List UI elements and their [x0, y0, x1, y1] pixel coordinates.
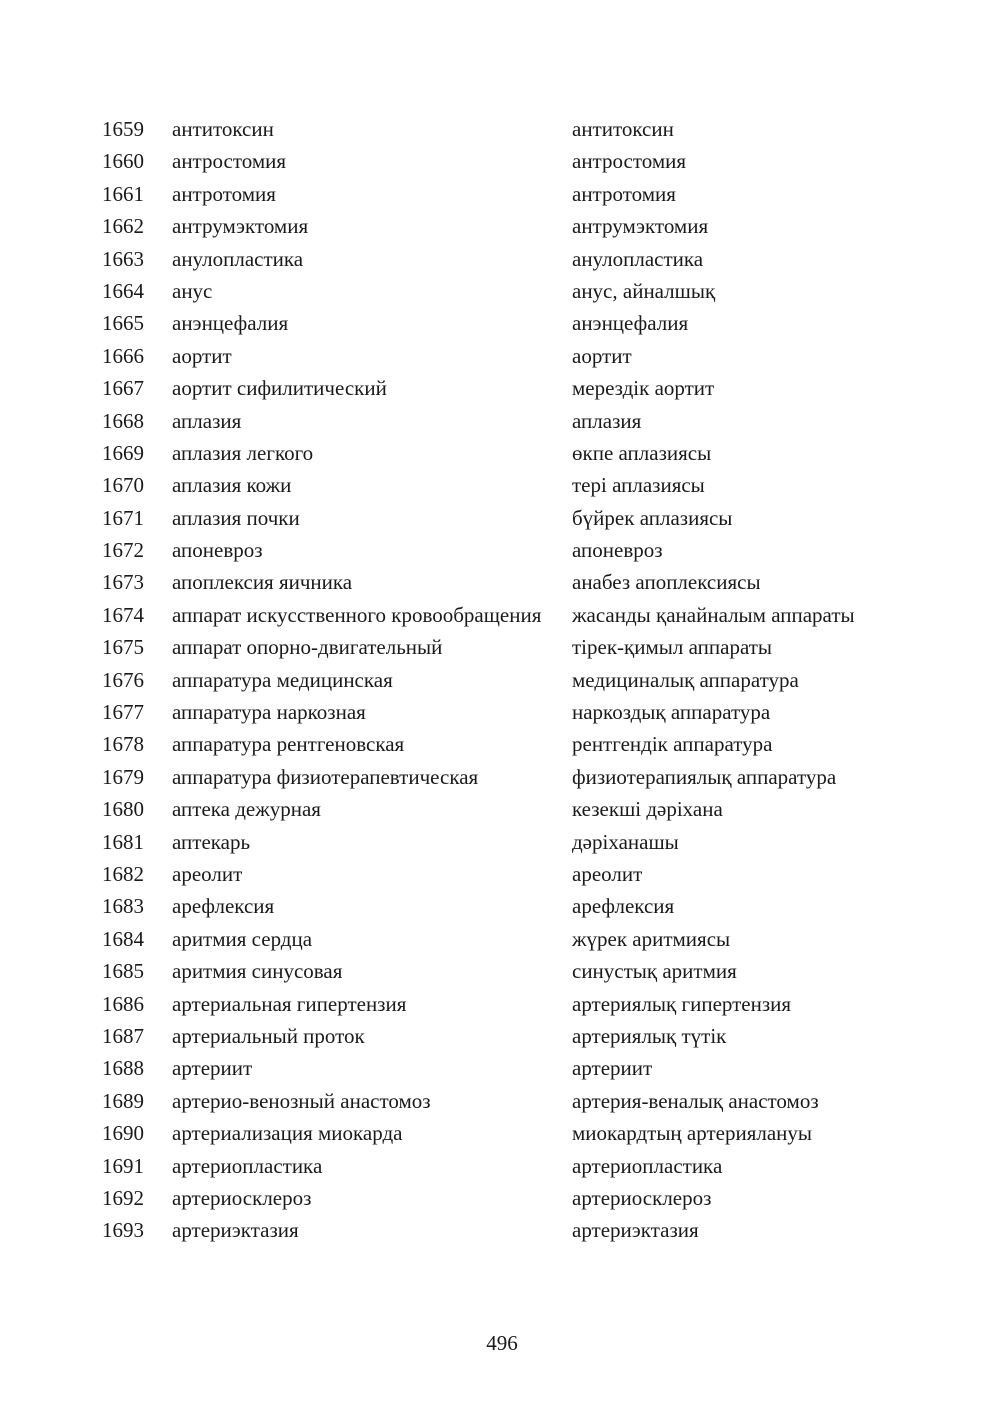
list-item [102, 1055, 922, 1082]
list-item [102, 1185, 922, 1212]
list-item [102, 634, 922, 661]
entry-number: 1671 [102, 505, 144, 530]
russian-term: аплазия [172, 408, 242, 433]
entry-number: 1667 [102, 376, 144, 401]
list-item [102, 181, 922, 208]
entry-number: 1683 [102, 894, 144, 919]
entry-number: 1682 [102, 861, 144, 886]
list-item [102, 343, 922, 370]
list-item [102, 310, 922, 337]
kazakh-term: өкпе аплазиясы [572, 440, 712, 465]
entry-number: 1663 [102, 246, 144, 271]
kazakh-term: аплазия [572, 408, 642, 433]
entry-number: 1684 [102, 926, 144, 951]
kazakh-term: артерия-веналық анастомоз [572, 1088, 819, 1113]
list-item [102, 731, 922, 758]
kazakh-term: анус, айналшық [572, 278, 716, 303]
entry-number: 1661 [102, 181, 144, 206]
entry-number: 1662 [102, 214, 144, 239]
russian-term: артериэктазия [172, 1218, 299, 1243]
kazakh-term: наркоздық аппаратура [572, 700, 771, 725]
page-number: 496 [486, 1331, 518, 1355]
list-item [102, 537, 922, 564]
entry-number: 1665 [102, 311, 144, 336]
kazakh-term: кезекші дәріхана [572, 797, 723, 822]
list-item [102, 375, 922, 402]
entry-number: 1668 [102, 408, 144, 433]
list-item [102, 991, 922, 1018]
kazakh-term: дәріханашы [572, 829, 679, 854]
kazakh-term: анэнцефалия [572, 311, 689, 336]
entry-number: 1693 [102, 1218, 144, 1243]
kazakh-term: артериэктазия [572, 1218, 699, 1243]
kazakh-term: антрумэктомия [572, 214, 709, 239]
russian-term: антитоксин [172, 117, 274, 141]
entry-number: 1690 [102, 1121, 144, 1146]
kazakh-term: анабез апоплексиясы [572, 570, 761, 595]
list-item [102, 1088, 922, 1115]
list-item [102, 926, 922, 953]
kazakh-term: жасанды қанайналым аппараты [572, 602, 855, 627]
kazakh-term: анулопластика [572, 246, 704, 271]
russian-term: аплазия кожи [172, 473, 292, 498]
kazakh-term: антростомия [572, 149, 687, 174]
kazakh-term: артериопластика [572, 1153, 723, 1178]
entry-number: 1692 [102, 1185, 144, 1210]
russian-term: аппарат искусственного кровообращения [172, 602, 542, 627]
russian-term: ареолит [172, 861, 243, 886]
russian-term: антрумэктомия [172, 214, 309, 239]
kazakh-term: бүйрек аплазиясы [572, 505, 733, 530]
kazakh-term: рентгендік аппаратура [572, 732, 773, 757]
kazakh-term: синустық аритмия [572, 959, 737, 984]
list-item [102, 148, 922, 175]
kazakh-term: антитоксин [572, 117, 674, 141]
kazakh-term: жүрек аритмиясы [572, 926, 731, 951]
russian-term: артерио-венозный анастомоз [172, 1088, 431, 1113]
kazakh-term: медициналық аппаратура [572, 667, 799, 692]
kazakh-term: артериялық түтік [572, 1023, 727, 1048]
kazakh-term: миокардтың артериялануы [572, 1121, 813, 1146]
entry-number: 1677 [102, 700, 144, 725]
list-item [102, 278, 922, 305]
russian-term: арефлексия [172, 894, 275, 919]
russian-term: аритмия сердца [172, 926, 313, 951]
list-item [102, 699, 922, 726]
entry-number: 1681 [102, 829, 144, 854]
list-item [102, 408, 922, 435]
russian-term: артериосклероз [172, 1185, 312, 1210]
entry-number: 1675 [102, 635, 144, 660]
russian-term: артериальный проток [172, 1023, 365, 1048]
russian-term: аппарат опорно-двигательный [172, 635, 443, 660]
russian-term: апоплексия яичника [172, 570, 353, 595]
entry-number: 1687 [102, 1023, 144, 1048]
list-item [102, 829, 922, 856]
russian-term: аплазия почки [172, 505, 300, 530]
list-item [102, 505, 922, 532]
russian-term: аппаратура медицинская [172, 667, 393, 692]
russian-term: аортит сифилитический [172, 376, 387, 401]
entry-number: 1679 [102, 764, 144, 789]
russian-term: аптекарь [172, 829, 251, 854]
kazakh-term: мерездік аортит [572, 376, 715, 401]
list-item [102, 1120, 922, 1147]
kazakh-term: ареолит [572, 861, 643, 886]
list-item [102, 764, 922, 791]
russian-term: апоневроз [172, 538, 263, 563]
entry-number: 1669 [102, 440, 144, 465]
entry-number: 1691 [102, 1153, 144, 1178]
kazakh-term: физиотерапиялық аппаратура [572, 764, 837, 789]
list-item [102, 893, 922, 920]
kazakh-term: артериялық гипертензия [572, 991, 792, 1016]
list-item [102, 861, 922, 888]
russian-term: анулопластика [172, 246, 304, 271]
entry-number: 1666 [102, 343, 144, 368]
entry-number: 1688 [102, 1056, 144, 1081]
entry-number: 1678 [102, 732, 144, 757]
russian-term: аплазия легкого [172, 440, 314, 465]
list-item [102, 796, 922, 823]
russian-term: анэнцефалия [172, 311, 289, 336]
list-item [102, 569, 922, 596]
list-item [102, 602, 922, 629]
kazakh-term: апоневроз [572, 538, 663, 563]
entry-number: 1670 [102, 473, 144, 498]
list-item [102, 667, 922, 694]
kazakh-term: аортит [572, 343, 632, 368]
entry-number: 1664 [102, 278, 144, 303]
entry-number: 1686 [102, 991, 144, 1016]
list-item [102, 246, 922, 273]
list-item [102, 213, 922, 240]
kazakh-term: артериосклероз [572, 1185, 712, 1210]
entry-list [102, 116, 922, 1250]
russian-term: артериопластика [172, 1153, 323, 1178]
russian-term: анус [172, 278, 213, 303]
russian-term: аппаратура физиотерапевтическая [172, 764, 479, 789]
kazakh-term: арефлексия [572, 894, 675, 919]
entry-number: 1673 [102, 570, 144, 595]
entry-number: 1676 [102, 667, 144, 692]
entry-number: 1660 [102, 149, 144, 174]
russian-term: аритмия синусовая [172, 959, 343, 984]
entry-number: 1672 [102, 538, 144, 563]
russian-term: артериальная гипертензия [172, 991, 407, 1016]
kazakh-term: тірек-қимыл аппараты [572, 635, 773, 660]
kazakh-term: антротомия [572, 181, 676, 206]
list-item [102, 440, 922, 467]
list-item [102, 1023, 922, 1050]
entry-number: 1674 [102, 602, 144, 627]
russian-term: аортит [172, 343, 232, 368]
kazakh-term: артериит [572, 1056, 653, 1081]
russian-term: аппаратура наркозная [172, 700, 366, 725]
kazakh-term: тері аплазиясы [572, 473, 705, 498]
entry-number: 1685 [102, 959, 144, 984]
entry-number: 1659 [102, 117, 144, 141]
russian-term: антротомия [172, 181, 276, 206]
list-item [102, 1153, 922, 1180]
entry-number: 1689 [102, 1088, 144, 1113]
russian-term: аппаратура рентгеновская [172, 732, 405, 757]
entry-number: 1680 [102, 797, 144, 822]
russian-term: аптека дежурная [172, 797, 321, 822]
russian-term: артериит [172, 1056, 253, 1081]
list-item [102, 1217, 922, 1244]
russian-term: антростомия [172, 149, 287, 174]
russian-term: артериализация миокарда [172, 1121, 403, 1146]
list-item [102, 116, 922, 143]
list-item [102, 472, 922, 499]
list-item [102, 958, 922, 985]
